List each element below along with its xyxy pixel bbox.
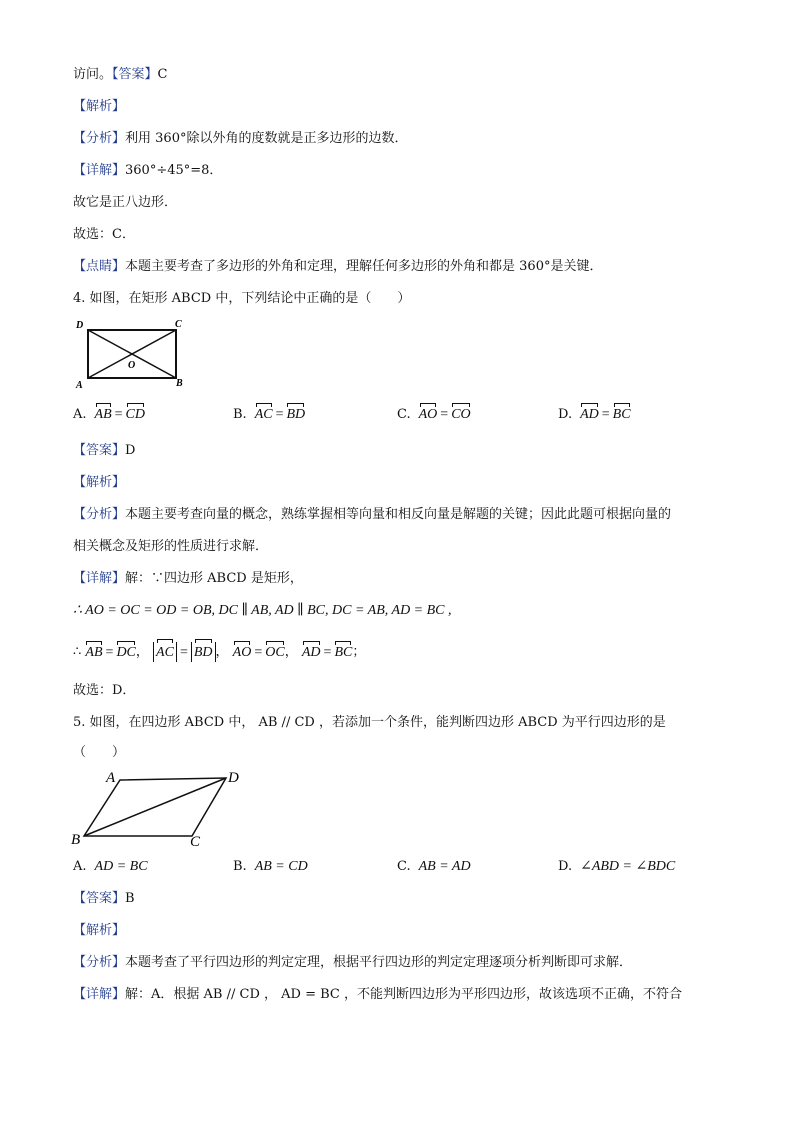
comment-line xyxy=(73,258,602,276)
label-o: O xyxy=(128,360,136,371)
option-letter: A. xyxy=(73,859,87,874)
text: 利用 360°除以外角的度数就是正多边形的边数． xyxy=(125,131,408,146)
text: 本题主要考查了多边形的外角和定理，理解任何多边形的外角和都是 360°是关键． xyxy=(125,259,603,274)
analysis-tag: 【分析】 xyxy=(73,507,126,522)
answer-value: C xyxy=(157,67,168,82)
equals-sign: = xyxy=(275,407,284,422)
separator: ， xyxy=(135,644,149,660)
equals-sign: = xyxy=(254,644,263,660)
q4-option-a xyxy=(73,406,145,424)
answer-tag: 【答案】 xyxy=(112,67,158,82)
text: 解：A．根据 AB // CD ， AD = BC ，不能判断四边形为平形四边形，故该选项不正确，不符合 xyxy=(125,987,682,1002)
equals-sign: = xyxy=(179,644,188,660)
analysis-tag: 【分析】 xyxy=(73,131,126,146)
answer-tag: 【答案】 xyxy=(73,443,126,458)
label-b: B xyxy=(71,832,81,848)
magnitude xyxy=(191,642,216,662)
answer-line-4 xyxy=(73,442,135,460)
equals-sign: = xyxy=(114,407,123,422)
option-text: AB = AD xyxy=(418,859,471,874)
vector: CD xyxy=(125,407,145,422)
vector: AB xyxy=(94,407,112,422)
analysis-tag: 【分析】 xyxy=(73,955,126,970)
analysis-heading: 【解析】 xyxy=(73,923,126,938)
label-a: A xyxy=(106,770,116,786)
q5-option-c xyxy=(397,858,471,876)
question-5-brackets: （ ） xyxy=(73,745,126,760)
label-c: C xyxy=(190,834,201,850)
math-line-2 xyxy=(73,642,365,662)
text: 本题主要考查向量的概念，熟练掌握相等向量和相反向量是解题的关键；因此此题可根据向量的 xyxy=(125,507,672,522)
vector: AD xyxy=(580,407,599,422)
option-letter: C. xyxy=(397,859,411,874)
vector: AC xyxy=(254,407,273,422)
diagonal-bd xyxy=(84,778,226,836)
option-letter: C. xyxy=(397,407,411,422)
label-c: C xyxy=(175,319,182,330)
detail-line xyxy=(73,162,222,180)
question-5: 5. 如图，在四边形 ABCD 中， AB // CD ，若添加一个条件，能判断四边形 ABCD 为平行四边形的是 xyxy=(73,715,666,730)
vector: OC xyxy=(265,644,285,660)
label-d: D xyxy=(76,320,84,331)
text: 访问。 xyxy=(73,67,113,82)
detail-tag: 【详解】 xyxy=(73,571,126,586)
analysis-heading: 【解析】 xyxy=(73,99,126,114)
vector: AO xyxy=(232,644,252,660)
label-d: D xyxy=(228,770,239,786)
vector: BD xyxy=(194,642,213,664)
vector: DC xyxy=(116,644,136,660)
vector: AC xyxy=(156,642,174,664)
detail-tag: 【详解】 xyxy=(73,163,126,178)
option-letter: B. xyxy=(233,407,247,422)
q5-option-a xyxy=(73,858,148,876)
q4-option-d xyxy=(558,406,631,424)
label-b: B xyxy=(176,378,183,389)
math-line-1: ∴ AO = OC = OD = OB, DC ∥ AB, AD ∥ BC, DC = AB, AD = BC , xyxy=(73,603,452,618)
text: 本题考查了平行四边形的判定定理，根据平行四边形的判定定理逐项分析判断即可求解． xyxy=(125,955,633,970)
vector: CO xyxy=(451,407,471,422)
question-4: 4. 如图，在矩形 ABCD 中，下列结论中正确的是（ ） xyxy=(73,291,411,306)
analysis-line xyxy=(73,130,407,148)
detail-line xyxy=(73,570,303,588)
answer-value: B xyxy=(125,891,135,906)
answer-line-3 xyxy=(73,66,167,84)
separator: ； xyxy=(352,644,366,660)
option-text: AB = CD xyxy=(254,859,308,874)
answer-value: D xyxy=(125,443,136,458)
vector: BC xyxy=(612,407,631,422)
vector: BD xyxy=(286,407,306,422)
equals-sign: = xyxy=(105,644,114,660)
vector: AB xyxy=(85,644,103,660)
answer-tag: 【答案】 xyxy=(73,891,126,906)
rectangle-figure xyxy=(72,316,192,392)
detail-line xyxy=(73,986,682,1004)
magnitude xyxy=(153,642,177,662)
separator: ， xyxy=(215,644,229,660)
analysis-line xyxy=(73,506,671,524)
comment-tag: 【点睛】 xyxy=(73,259,126,274)
q4-option-b xyxy=(233,406,305,424)
vector: BC xyxy=(334,644,353,660)
analysis-line-cont: 相关概念及矩形的性质进行求解． xyxy=(73,539,269,554)
option-text: AD = BC xyxy=(94,859,148,874)
therefore-symbol: ∴ xyxy=(73,644,82,660)
equals-sign: = xyxy=(323,644,332,660)
q5-option-b xyxy=(233,858,308,876)
option-letter: B. xyxy=(233,859,247,874)
answer-line-5 xyxy=(73,890,135,908)
q4-option-c xyxy=(397,406,471,424)
option-letter: D. xyxy=(558,859,573,874)
equals-sign: = xyxy=(601,407,610,422)
vector: AD xyxy=(301,644,321,660)
analysis-heading: 【解析】 xyxy=(73,475,126,490)
analysis-line xyxy=(73,954,632,972)
option-letter: A. xyxy=(73,407,87,422)
conclusion-line: 故它是正八边形． xyxy=(73,195,178,210)
label-a: A xyxy=(76,380,83,391)
quadrilateral-figure xyxy=(68,766,258,850)
text: 360°÷45°=8． xyxy=(125,163,223,178)
text: 解：∵四边形 ABCD 是矩形， xyxy=(125,571,303,586)
separator: ， xyxy=(284,644,298,660)
option-letter: D. xyxy=(558,407,573,422)
choice-line: 故选：D． xyxy=(73,683,136,698)
option-text: ∠ABD = ∠BDC xyxy=(580,859,676,874)
choice-line: 故选：C． xyxy=(73,227,135,242)
vector: AO xyxy=(418,407,438,422)
q5-option-d xyxy=(558,858,675,876)
detail-tag: 【详解】 xyxy=(73,987,126,1002)
equals-sign: = xyxy=(440,407,449,422)
